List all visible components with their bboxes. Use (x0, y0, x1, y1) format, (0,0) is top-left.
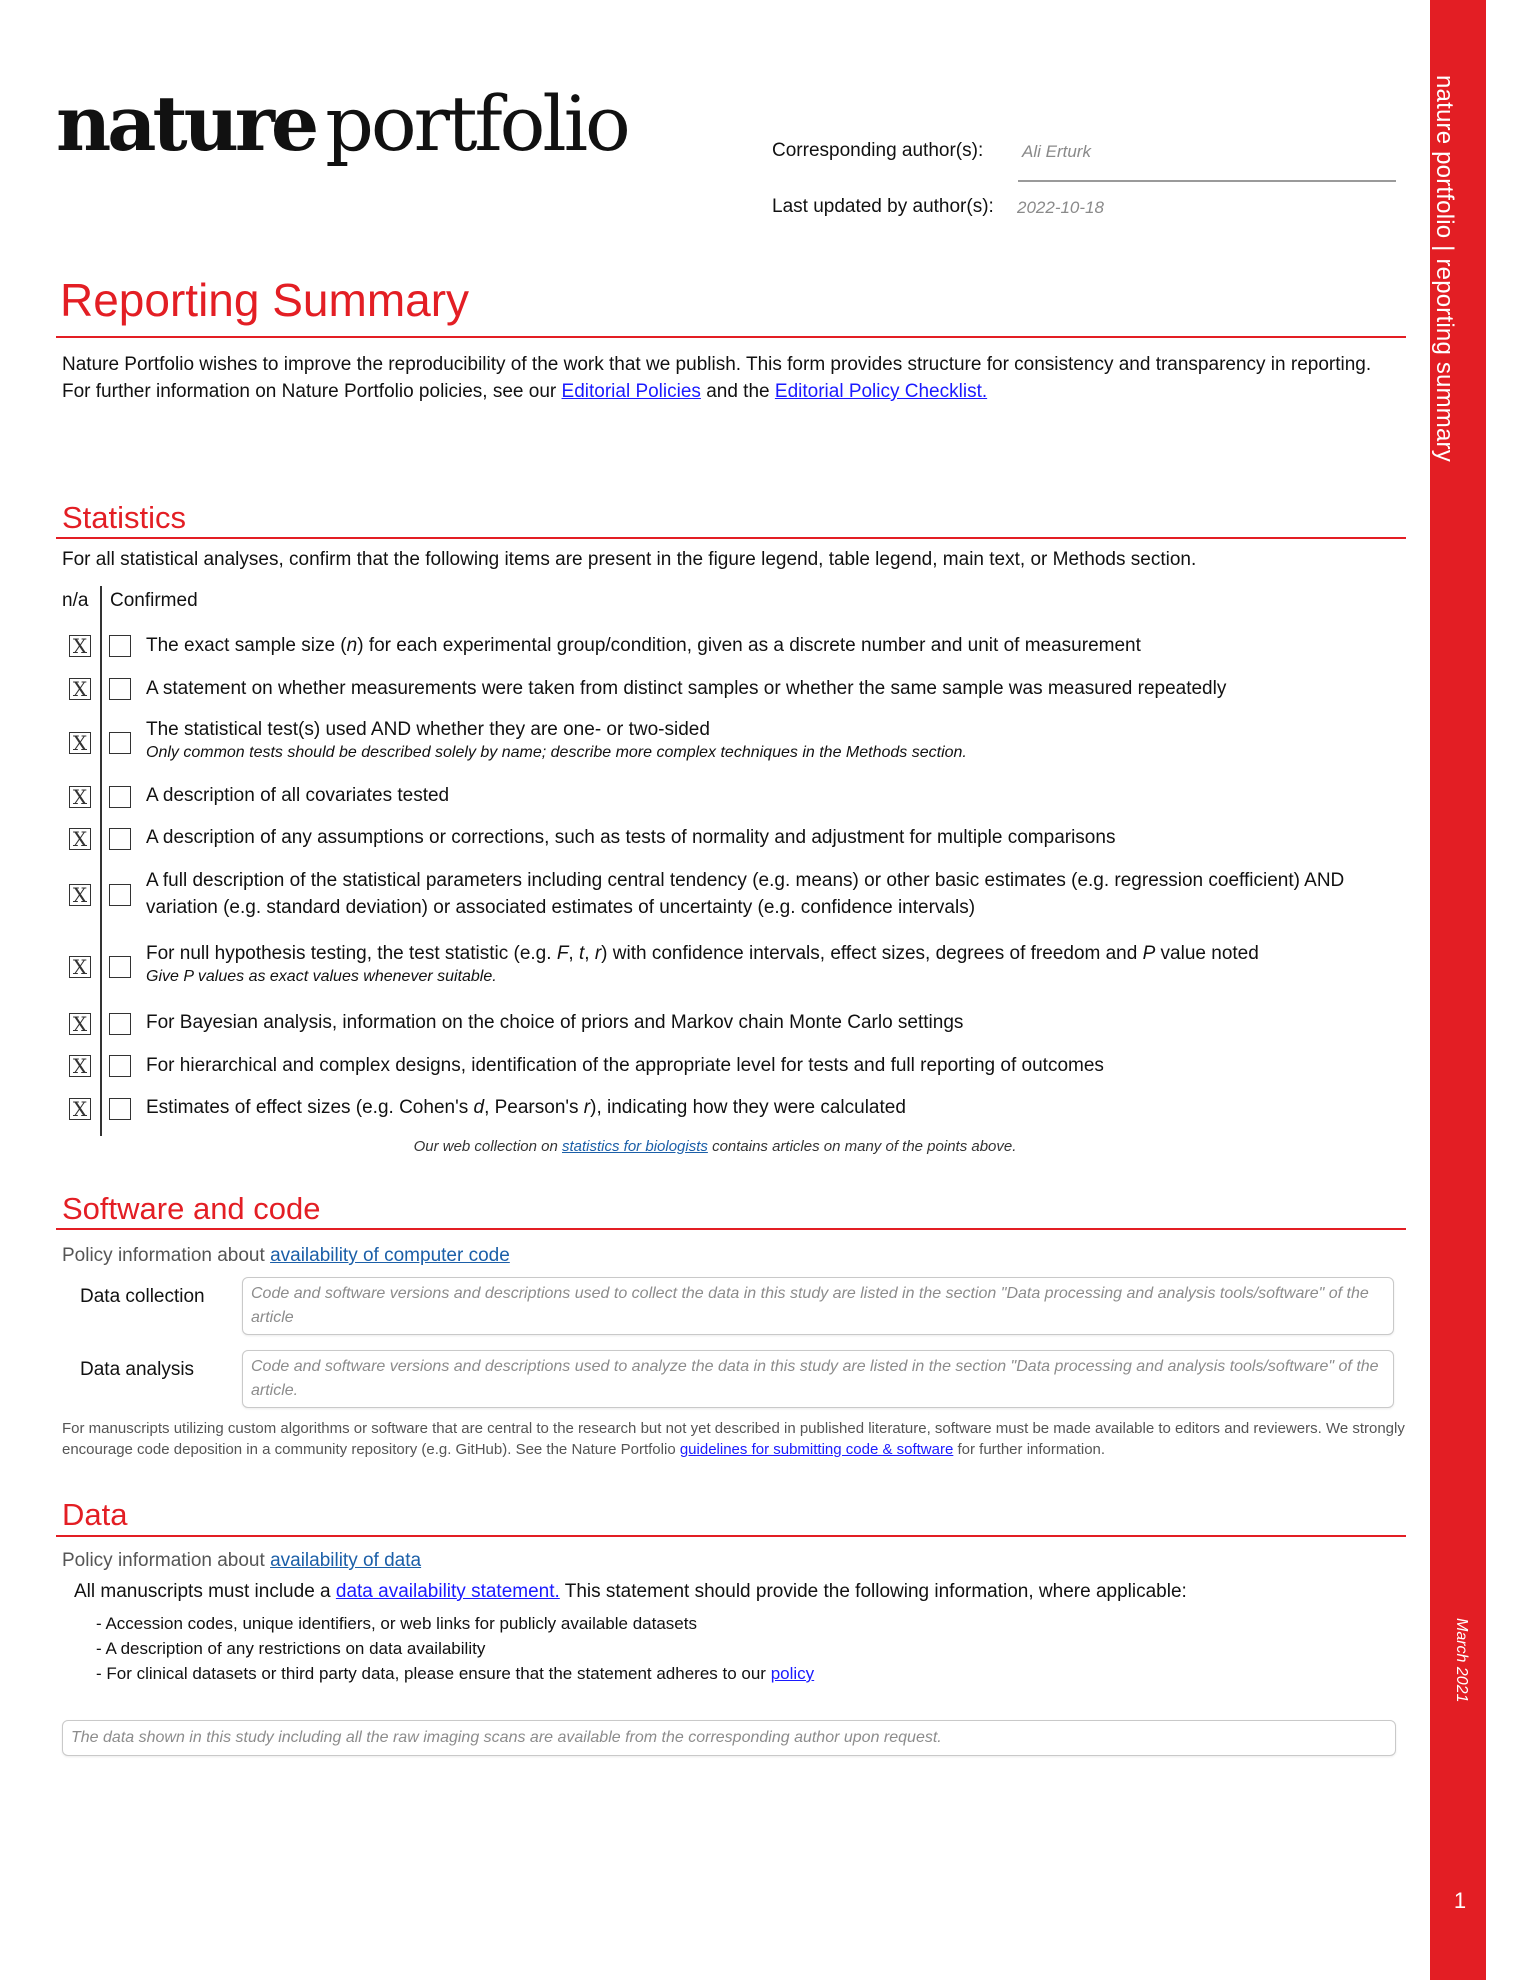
last-updated-label: Last updated by author(s): (772, 196, 994, 217)
confirmed-checkbox[interactable] (109, 828, 131, 850)
data-availability-statement-link[interactable]: data availability statement. (335, 1581, 560, 1602)
na-checkbox[interactable]: X (69, 635, 91, 657)
stat-item-null-hypothesis: For null hypothesis testing, the test statistic (e.g. F, t, r) with confidence intervals, effect sizes, degrees of freedom and P value noted Give P values as exact values whenever suitable. (146, 943, 1259, 985)
data-availability-instructions: All manuscripts must include a data availability statement. This statement should provide the following information, where applicable: (74, 1581, 1187, 1602)
confirmed-checkbox[interactable] (109, 786, 131, 808)
list-item: - Accession codes, unique identifiers, or web links for publicly available datasets (96, 1614, 697, 1633)
computer-code-link[interactable]: availability of computer code (270, 1245, 510, 1266)
list-item: - A description of any restrictions on data availability (96, 1639, 486, 1658)
statistics-collection-note: Our web collection on statistics for biologists contains articles on many of the points above. (413, 1138, 1017, 1155)
stat-item-bayesian: For Bayesian analysis, information on the choice of priors and Markov chain Monte Carlo settings (146, 1012, 964, 1033)
availability-of-data-link[interactable]: availability of data (270, 1550, 422, 1571)
page-number: 1 (1453, 1888, 1467, 1913)
data-analysis-field[interactable]: Code and software versions and descriptions used to analyze the data in this study are listed in the section "Data processing and analysis tools/software" of the article. (242, 1350, 1394, 1408)
na-checkbox[interactable]: X (69, 956, 91, 978)
na-checkbox[interactable]: X (69, 1013, 91, 1035)
checklist-divider (100, 586, 102, 1136)
data-requirements-list (96, 1611, 814, 1686)
statistics-for-biologists-link[interactable]: statistics for biologists (562, 1138, 708, 1155)
data-policy: Policy information about availability of data (62, 1550, 422, 1571)
confirmed-checkbox[interactable] (109, 635, 131, 657)
data-collection-field[interactable]: Code and software versions and descriptions used to collect the data in this study are listed in the section "Data processing and analysis tools/software" of the article (242, 1277, 1394, 1335)
editorial-policies-link[interactable]: Editorial Policies (561, 381, 701, 402)
corresponding-author-underline (1018, 180, 1396, 182)
stat-item-sample-size: The exact sample size (n) for each experimental group/condition, given as a discrete number and unit of measurement (146, 635, 1141, 656)
sidebar-title: nature portfolio | reporting summary (1431, 75, 1458, 462)
last-updated-field[interactable]: 2022-10-18 (1017, 198, 1104, 217)
data-collection-label: Data collection (80, 1286, 205, 1307)
intro-paragraph (62, 351, 1402, 405)
stat-item-statistical-test: The statistical test(s) used AND whether they are one- or two-sided Only common tests should be described solely by name; describe more complex techniques in the Methods section. (146, 719, 967, 761)
confirmed-checkbox[interactable] (109, 884, 131, 906)
intro-text-and: and the (706, 381, 770, 402)
software-rule (56, 1228, 1406, 1230)
confirmed-checkbox[interactable] (109, 1055, 131, 1077)
corresponding-author-label: Corresponding author(s): (772, 140, 984, 161)
confirmed-checkbox[interactable] (109, 1013, 131, 1035)
stat-item-effect-sizes: Estimates of effect sizes (e.g. Cohen's d, Pearson's r), indicating how they were calculated (146, 1097, 906, 1118)
stat-item-parameters: A full description of the statistical parameters including central tendency (e.g. means) or other basic estimates (e.g. regression coefficient) AND variation (e.g. standard deviation) or associated estimates of uncertainty (e.g. confidence intervals) (146, 870, 1345, 918)
confirmed-checkbox[interactable] (109, 956, 131, 978)
list-item: - For clinical datasets or third party data, please ensure that the statement adheres to our policy (96, 1664, 815, 1683)
page-title: Reporting Summary (60, 274, 470, 326)
logo-light: portfolio (325, 79, 628, 168)
confirmed-column-header: Confirmed (110, 590, 198, 611)
stat-item-assumptions: A description of any assumptions or corrections, such as tests of normality and adjustment for multiple comparisons (146, 827, 1116, 848)
na-checkbox[interactable]: X (69, 884, 91, 906)
data-analysis-label: Data analysis (80, 1359, 195, 1380)
confirmed-checkbox[interactable] (109, 1098, 131, 1120)
confirmed-checkbox[interactable] (109, 732, 131, 754)
software-policy: Policy information about availability of computer code (62, 1245, 510, 1266)
na-column-header: n/a (62, 590, 89, 611)
intro-text: Nature Portfolio wishes to improve the reproducibility of the work that we publish. This form provides structure for consistency and transparency in reporting. For further information on Nature Portfolio policies, see our (62, 354, 1372, 402)
statistics-rule (56, 537, 1406, 539)
stat-item-covariates: A description of all covariates tested (146, 785, 450, 806)
corresponding-author-field[interactable]: Ali Erturk (1022, 142, 1091, 161)
data-availability-field[interactable]: The data shown in this study including all the raw imaging scans are available from the corresponding author upon request. (62, 1720, 1396, 1756)
data-rule (56, 1535, 1406, 1537)
confirmed-checkbox[interactable] (109, 678, 131, 700)
logo-bold: nature (56, 79, 316, 168)
data-heading: Data (62, 1497, 128, 1532)
na-checkbox[interactable]: X (69, 828, 91, 850)
editorial-checklist-link[interactable]: Editorial Policy Checklist. (774, 381, 988, 402)
policy-link[interactable]: policy (770, 1664, 815, 1683)
code-guidelines-link[interactable]: guidelines for submitting code & software (679, 1441, 954, 1458)
na-checkbox[interactable]: X (69, 1055, 91, 1077)
software-heading: Software and code (62, 1191, 321, 1226)
statistics-heading: Statistics (62, 500, 187, 535)
nature-portfolio-logo (56, 79, 628, 168)
na-checkbox[interactable]: X (69, 786, 91, 808)
na-checkbox[interactable]: X (69, 678, 91, 700)
title-rule (56, 336, 1406, 338)
na-checkbox[interactable]: X (69, 732, 91, 754)
statistics-intro: For all statistical analyses, confirm that the following items are present in the figure legend, table legend, main text, or Methods section. (62, 549, 1197, 570)
na-checkbox[interactable]: X (69, 1098, 91, 1120)
sidebar-date: March 2021 (1453, 1618, 1470, 1703)
stat-item-hierarchical: For hierarchical and complex designs, identification of the appropriate level for tests and full reporting of outcomes (146, 1055, 1104, 1076)
software-note: For manuscripts utilizing custom algorithms or software that are central to the research but not yet described in published literature, software must be made available to editors and reviewers. We strongly encourage code deposition in a community repository (e.g. GitHub). See the Nature Portfolio guidelines for submitting code & software for further information. (62, 1420, 1405, 1458)
stat-item-distinct-samples: A statement on whether measurements were taken from distinct samples or whether the same sample was measured repeatedly (146, 678, 1227, 699)
